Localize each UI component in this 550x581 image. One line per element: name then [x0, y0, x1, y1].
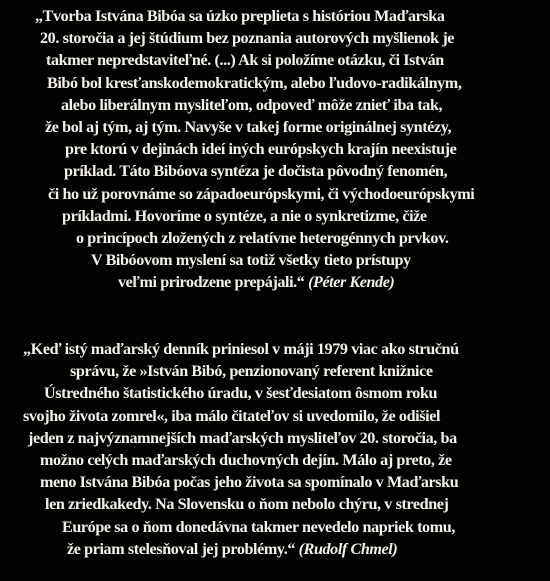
quote-line: o princípoch zložených z relatívne heterogénnych prvkov. — [76, 229, 449, 247]
quote-rudolf-chmel — [0, 339, 550, 561]
quote-line: správu, že »István Bibó, penzionovaný referent knižnice — [70, 363, 433, 381]
quote-line: pre ktorú v dejinách ideí iných európskych krajín neexistuje — [65, 141, 457, 159]
quote-last-line — [0, 539, 550, 561]
quote-line: že priam stelesňoval jej problémy.“ — [67, 540, 295, 558]
quote-line: „Tvorba Istvána Bibóa sa úzko preplieta s históriou Maďarska — [35, 8, 445, 25]
quote-line: jeden z najvýznamnejších maďarských mysliteľov 20. storočia, ba — [28, 429, 457, 447]
quote-line: že bol aj tým, aj tým. Navyše v takej forme originálnej syntézy, — [45, 118, 452, 136]
quote-line: príklad. Táto Bibóova syntéza je dočista pôvodný fenomén, — [64, 163, 448, 181]
quote-line: možno celých maďarských duchovných dejín. Málo aj preto, že — [40, 451, 452, 469]
quote-peter-kende — [0, 6, 550, 294]
quote-line: len zriedkakedy. Na Slovensku o ňom nebolo chýru, v strednej — [45, 496, 449, 514]
quote-line: svojho života zomrel«, iba málo čitateľov si uvedomilo, že odišiel — [23, 407, 441, 425]
quote-line: 20. storočia a jej štúdium bez poznania autorových myšlienok je — [40, 30, 455, 48]
quote-line: či ho už porovnáme so západoeurópskymi, či východoeurópskymi — [48, 185, 475, 203]
quote-line: veľmi prirodzene prepájali.“ — [118, 274, 305, 292]
quote-line: alebo liberálnym mysliteľom, odpoveď môže znieť iba tak, — [61, 96, 443, 114]
quote-author: (Rudolf Chmel) — [298, 540, 398, 558]
quote-line: takmer nepredstaviteľné. (...) Ak si položíme otázku, či István — [46, 52, 444, 70]
quote-line: Bibó bol kresťanskodemokratickým, alebo ľudovo-radikálnym, — [47, 74, 462, 92]
quote-author: (Péter Kende) — [308, 274, 395, 292]
quote-line: Ústredného štatistického úradu, v šesťdesiatom ôsmom roku — [44, 385, 438, 403]
quote-line: V Bibóovom myslení sa totiž všetky tieto prístupy — [91, 252, 411, 270]
quote-line: Európe sa o ňom donedávna takmer nevedelo napriek tomu, — [62, 518, 455, 536]
quote-last-line — [0, 272, 550, 294]
quote-line: „Keď istý maďarský denník priniesol v máji 1979 viac ako stručnú — [23, 341, 459, 358]
quote-line: meno Istvána Bibóa počas jeho života sa spomínalo v Maďarsku — [40, 474, 459, 492]
quote-line: príkladmi. Hovoríme o syntéze, a nie o synkretizme, čiže — [62, 207, 427, 225]
